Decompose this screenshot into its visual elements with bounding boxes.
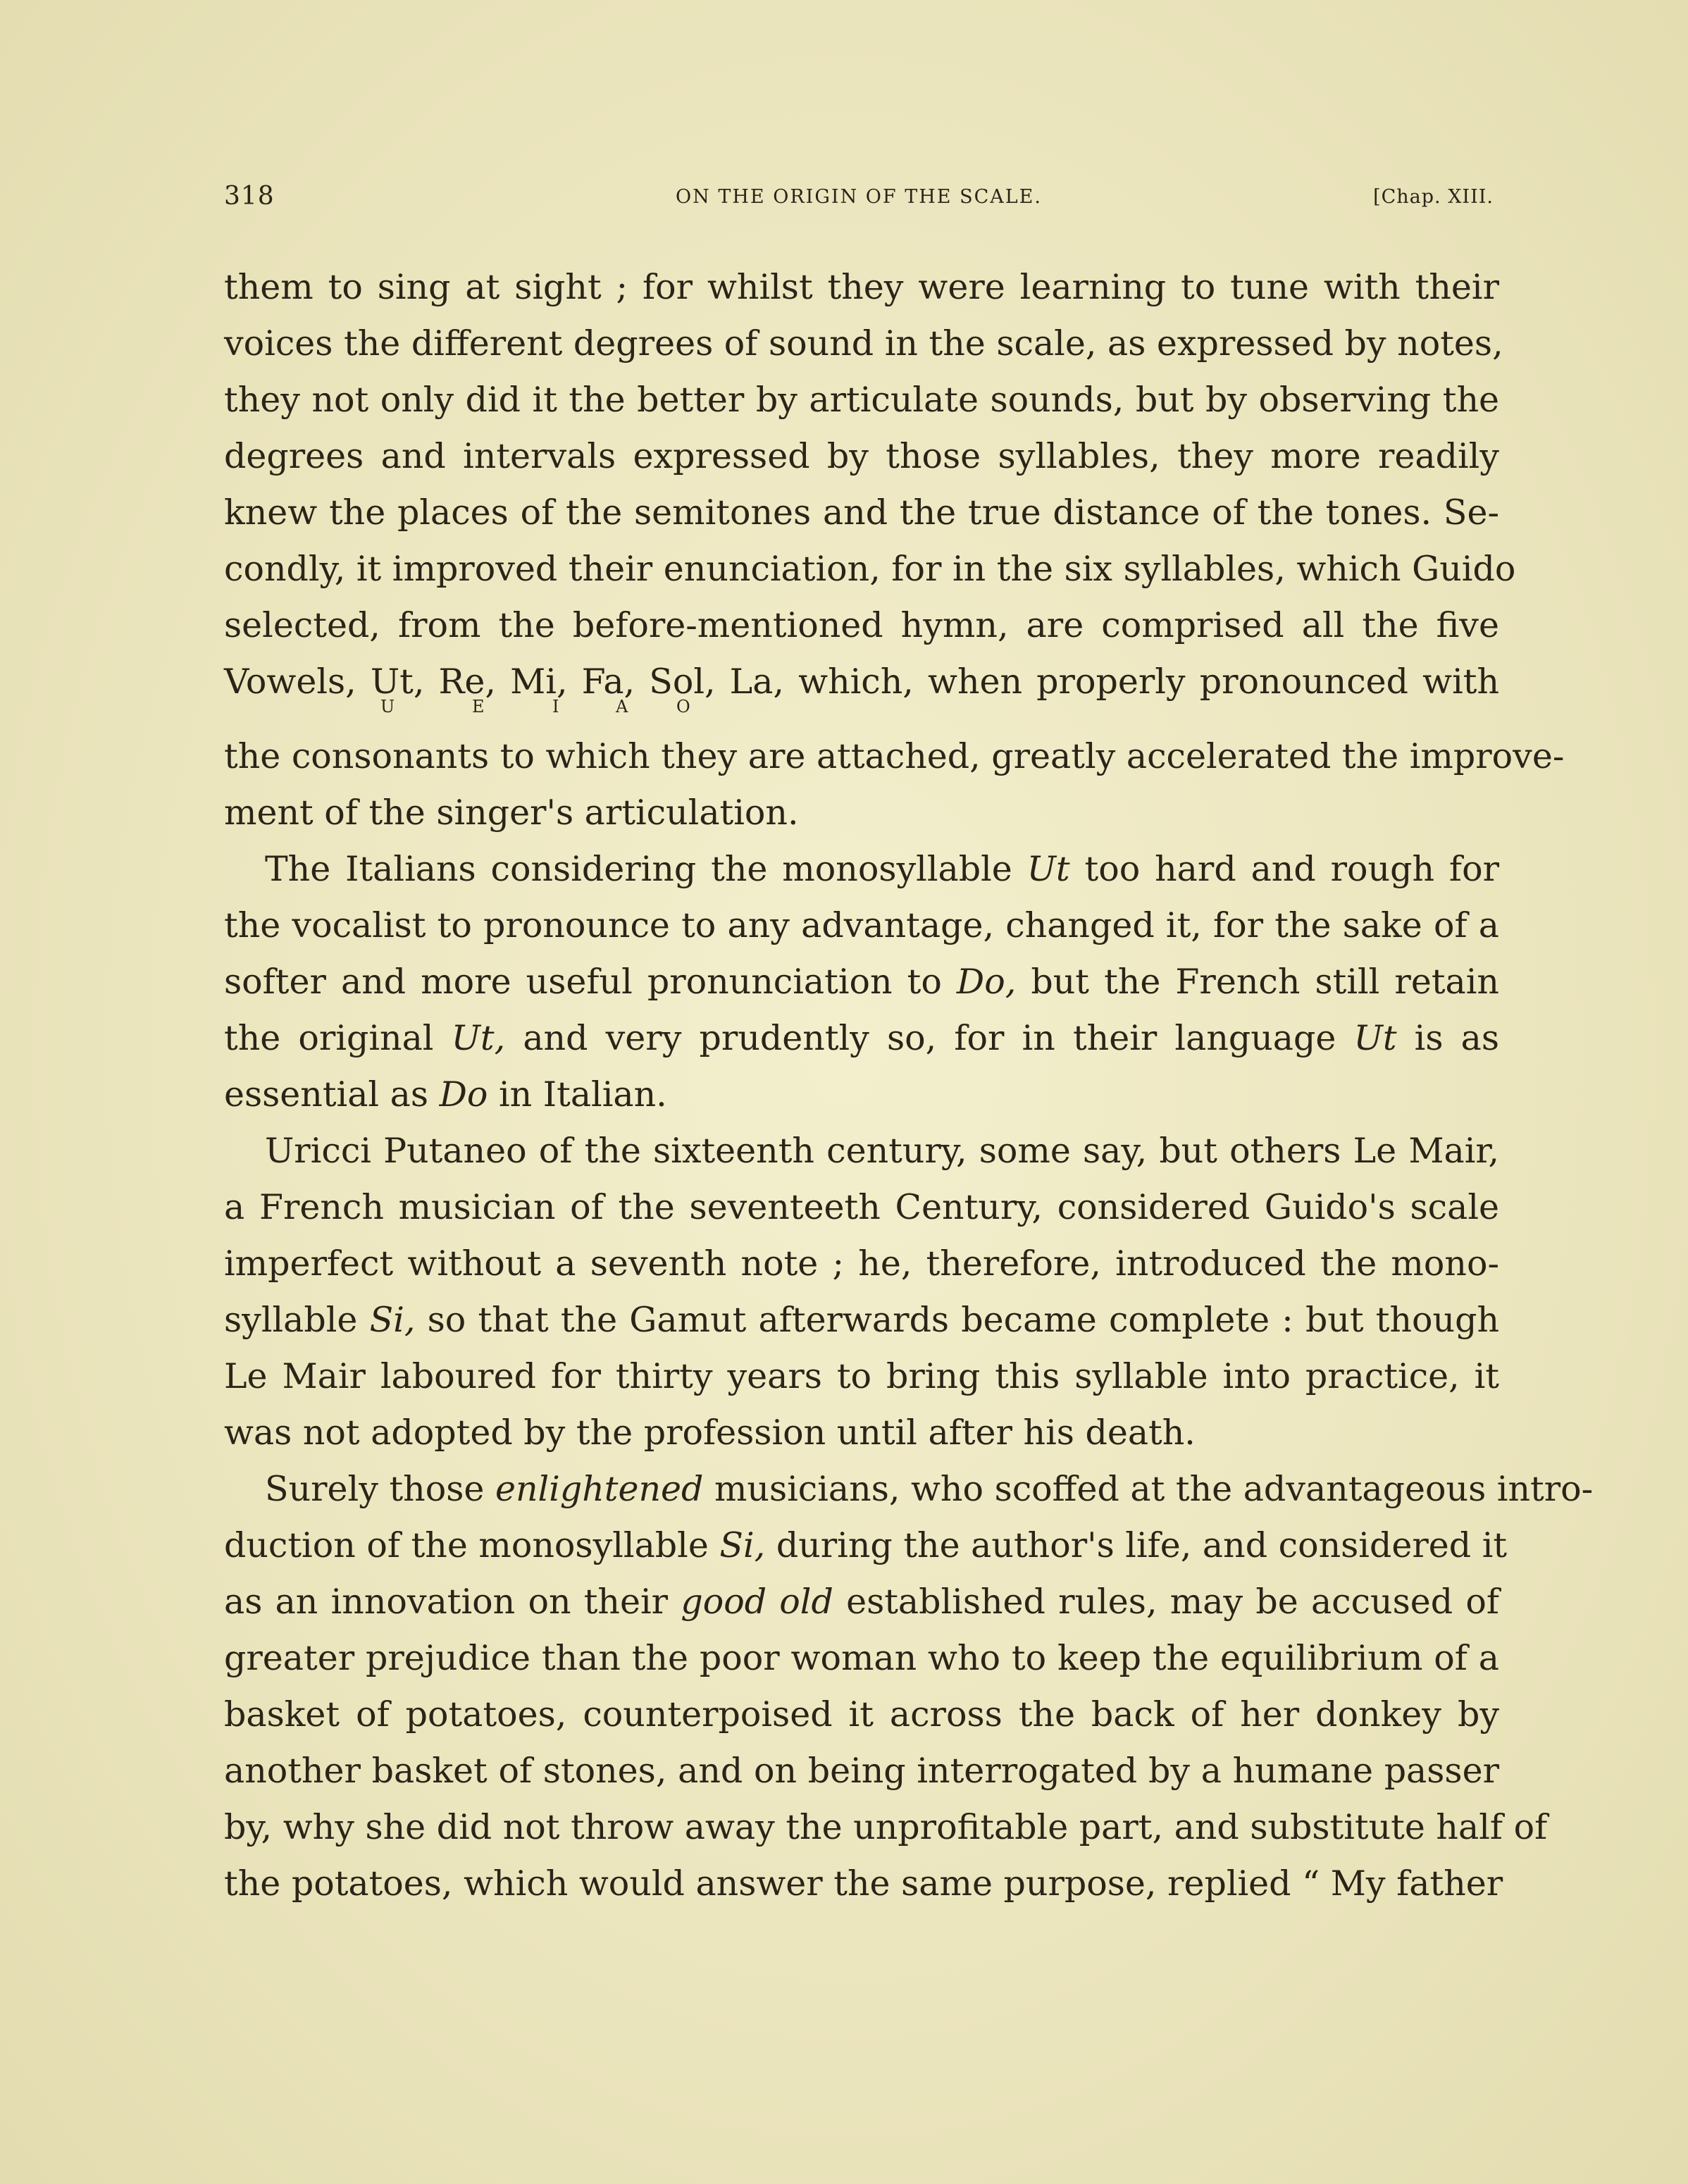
text-line: [224, 1292, 1499, 1348]
text-run: in Italian.: [488, 1074, 667, 1115]
vowel-annotations: [224, 697, 1499, 721]
italic-run: Si,: [719, 1525, 766, 1565]
text-run: the original: [224, 1018, 452, 1058]
text-line: Vowels, Ut, Re, Mi, Fa, Sol, La, which, when properly pronounced with: [224, 662, 1499, 702]
text-line: another basket of stones, and on being interrogated by a humane passer: [224, 1751, 1499, 1791]
text-line: selected, from the before-mentioned hymn, are comprised all the five: [224, 605, 1499, 645]
vowel-label: I: [552, 697, 561, 716]
text-run: essential as: [224, 1074, 440, 1115]
paragraph-2: [224, 841, 1499, 1123]
text-line: knew the places of the semitones and the true distance of the tones. Se-: [224, 492, 1499, 533]
text-line: the potatoes, which would answer the same purpose, replied “ My father: [224, 1863, 1503, 1904]
body-text: [224, 259, 1594, 1912]
vowel-label: E: [472, 697, 486, 716]
text-run: musicians, who scoffed at the advantageous intro-: [703, 1469, 1594, 1509]
text-line: the consonants to which they are attached, greatly accelerated the improve-: [224, 736, 1565, 776]
text-line: was not adopted by the profession until after his death.: [224, 1413, 1196, 1453]
italic-run: Si,: [369, 1300, 416, 1340]
text-run: as an innovation on their: [224, 1582, 681, 1622]
text-run: too hard and rough for: [1069, 849, 1499, 889]
text-line: [224, 1067, 1499, 1123]
text-run: softer and more useful pronunciation to: [224, 962, 957, 1002]
paragraph-1: [224, 259, 1565, 841]
text-run: but the French still retain: [1016, 962, 1499, 1002]
text-line: basket of potatoes, counterpoised it across the back of her donkey by: [224, 1694, 1499, 1735]
text-line: [224, 1574, 1499, 1630]
italic-run: Do: [439, 1074, 488, 1115]
text-run: and very prudently so, for in their language: [505, 1018, 1354, 1058]
text-line: [224, 1518, 1508, 1574]
italic-run: Ut: [1026, 849, 1070, 889]
text-line: [224, 1461, 1594, 1518]
text-line: they not only did it the better by articulate sounds, but by observing the: [224, 380, 1499, 420]
text-run: duction of the monosyllable: [224, 1525, 720, 1565]
text-line: them to sing at sight ; for whilst they were learning to tune with their: [224, 267, 1499, 307]
vowel-label: O: [676, 697, 692, 716]
text-line: Uricci Putaneo of the sixteenth century, some say, but others Le Mair,: [265, 1131, 1499, 1171]
text-line: imperfect without a seventh note ; he, therefore, introduced the mono-: [224, 1243, 1499, 1284]
page-number: 318: [224, 182, 275, 211]
chapter-reference: [Chap. XIII.: [1373, 186, 1494, 208]
text-line: [224, 954, 1499, 1010]
text-line: greater prejudice than the poor woman who to keep the equilibrium of a: [224, 1638, 1499, 1678]
text-run: syllable: [224, 1300, 370, 1340]
paragraph-4: [224, 1461, 1594, 1912]
vowel-label: U: [380, 697, 397, 716]
text-run: Surely those: [265, 1469, 495, 1509]
text-line: the vocalist to pronounce to any advantage, changed it, for the sake of a: [224, 905, 1499, 945]
italic-run: Ut: [1353, 1018, 1397, 1058]
text-run: established rules, may be accused of: [833, 1582, 1499, 1622]
text-line: [224, 1010, 1499, 1067]
paragraph-3: [224, 1123, 1499, 1461]
text-line: voices the different degrees of sound in the scale, as expressed by notes,: [224, 323, 1503, 364]
running-title: ON THE ORIGIN OF THE SCALE.: [676, 186, 1042, 208]
italic-run: Do,: [956, 962, 1017, 1002]
text-line: degrees and intervals expressed by those syllables, they more readily: [224, 436, 1499, 476]
running-head: [224, 182, 1494, 217]
italic-run: good old: [681, 1582, 833, 1622]
italic-run: Ut,: [451, 1018, 506, 1058]
text-line: condly, it improved their enunciation, for in the six syllables, which Guido: [224, 549, 1516, 589]
italic-run: enlightened: [495, 1469, 704, 1509]
text-line: by, why she did not throw away the unprofitable part, and substitute half of: [224, 1807, 1548, 1847]
text-line: [224, 841, 1499, 898]
text-run: The Italians considering the monosyllable: [265, 849, 1027, 889]
text-run: during the author's life, and considered it: [765, 1525, 1508, 1565]
text-line: Le Mair laboured for thirty years to bring this syllable into practice, it: [224, 1356, 1499, 1396]
text-line: a French musician of the seventeeth Century, considered Guido's scale: [224, 1187, 1499, 1227]
text-run: is as: [1396, 1018, 1499, 1058]
vowel-label: A: [616, 697, 630, 716]
text-line: ment of the singer's articulation.: [224, 793, 799, 833]
text-run: so that the Gamut afterwards became complete : but though: [415, 1300, 1500, 1340]
